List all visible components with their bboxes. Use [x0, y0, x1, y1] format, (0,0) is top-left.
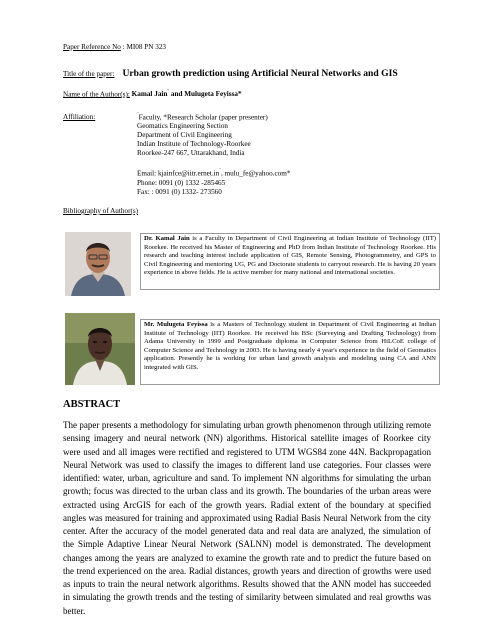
- bio-text: is a Masters of Technology student in Department of Civil Engineering at Indian Institute of Technology (IIT) Roorkee. He received his BSc (Surveying and Drafting Technology) from Adama University in 1999 and Postgraduate diploma in Computer Science from HiLCoE college of Computer Science and Technology in 2003. He is having nearly 4 year's experience in the field of Geomatics application. Presently he is working for urban land growth analysis and modeling using CA and ANN integrated with GIS.: [144, 321, 436, 371]
- bio-name: Mr. Mulugeta Feyissa: [144, 321, 208, 328]
- email-line: Email: kjainfce@iitr.ernet.in¨, mulu_fe@yahoo.com*: [137, 169, 291, 178]
- paper-reference-value: : MI08 PN 323: [122, 43, 167, 51]
- bio-name: Dr. Kamal Jain: [144, 235, 190, 242]
- paper-title-label: Title of the paper:: [63, 70, 115, 78]
- authors-names: Kamal Jain¨ and Mulugeta Feyissa*: [131, 90, 242, 99]
- authors-label: Name of the Author(s):: [63, 90, 130, 99]
- authors-row: [63, 88, 242, 99]
- fax-line: Fax: : 0091 (0) 1332- 273560: [137, 187, 222, 196]
- bibliography-label: Bibliography of Author(s): [63, 207, 139, 215]
- affiliation-line: Department of Civil Engineering: [137, 131, 232, 140]
- affiliation-line: ¨Faculty, *Research Scholar (paper presenter): [137, 113, 268, 122]
- paper-reference-label: Paper Reference No: [63, 43, 121, 51]
- affiliation-line: Geomatics Engineering Section: [137, 122, 229, 131]
- abstract-body: The paper presents a methodology for simulating urban growth phenomenon through utilizing remote sensing imagery and neural network (NN) algorithms. Historical satellite images of Roorkee city were used and all images were rectified and registered to UTM WGS84 zone 44N. Backpropagation Neural Network was used to classify the images to different land use categories. Four classes were identified: water, urban, agriculture and sand. To implement NN algorithms for simulating the urban growth; focus was directed to the urban class and its growth. The boundaries of the urban areas were extracted using ArcGIS for each of the growth years. Radial extent of the boundary at specified angles was measured for training and approximated using Radial Basis Neural Network from the city center. After the accuracy of the model generated data and real data are analyzed, the simulation of the Simple Adaptive Linear Neural Network (SALNN) model is demonstrated. The development changes among the years are analyzed to examine the growth rate and to predict the future based on the trend experienced on the area. Radial distances, growth years and direction of growths were used as inputs to train the neural network algorithms. Results showed that the ANN model has succeeded in simulating the growth trends and the testing of similarity between simulated and real growths was better.: [63, 420, 431, 616]
- author-bio-mulugeta-feyissa: [140, 319, 440, 385]
- affiliation-line: Indian Institute of Technology-Roorkee: [137, 140, 251, 149]
- paper-reference: [63, 43, 166, 52]
- paper-title-row: [63, 63, 398, 81]
- abstract-heading: ABSTRACT: [63, 399, 121, 410]
- phone-line: Phone: 0091 (0) 1332 -285465: [137, 178, 226, 187]
- author-bio-kamal-jain: [140, 233, 440, 290]
- affiliation-line: Roorkee-247 667, Uttarakhand, India: [137, 149, 245, 158]
- paper-title: Urban growth prediction using Artificial Neural Networks and GIS: [122, 68, 398, 79]
- author-photo-kamal-jain: [65, 232, 131, 296]
- affiliation-label: Affiliation:: [63, 113, 96, 121]
- author-photo-mulugeta-feyissa: [65, 313, 135, 385]
- bio-text: is a Faculty in Department of Civil Engineering at Indian Institute of Technology (IIT) Roorkee. He received his Master of Engineering and PhD from Indian Institute of Technology Roorkee. His research and teaching interest include application of GIS, Remote Sensing, Photogrammetry, and GPS to Civil Engineering and mentoring UG, PG and Doctorate students to carryout research. He is having 20 years experience in above fields. He is active member for many national and international societies.: [144, 235, 437, 277]
- affiliation-block: [137, 111, 290, 197]
